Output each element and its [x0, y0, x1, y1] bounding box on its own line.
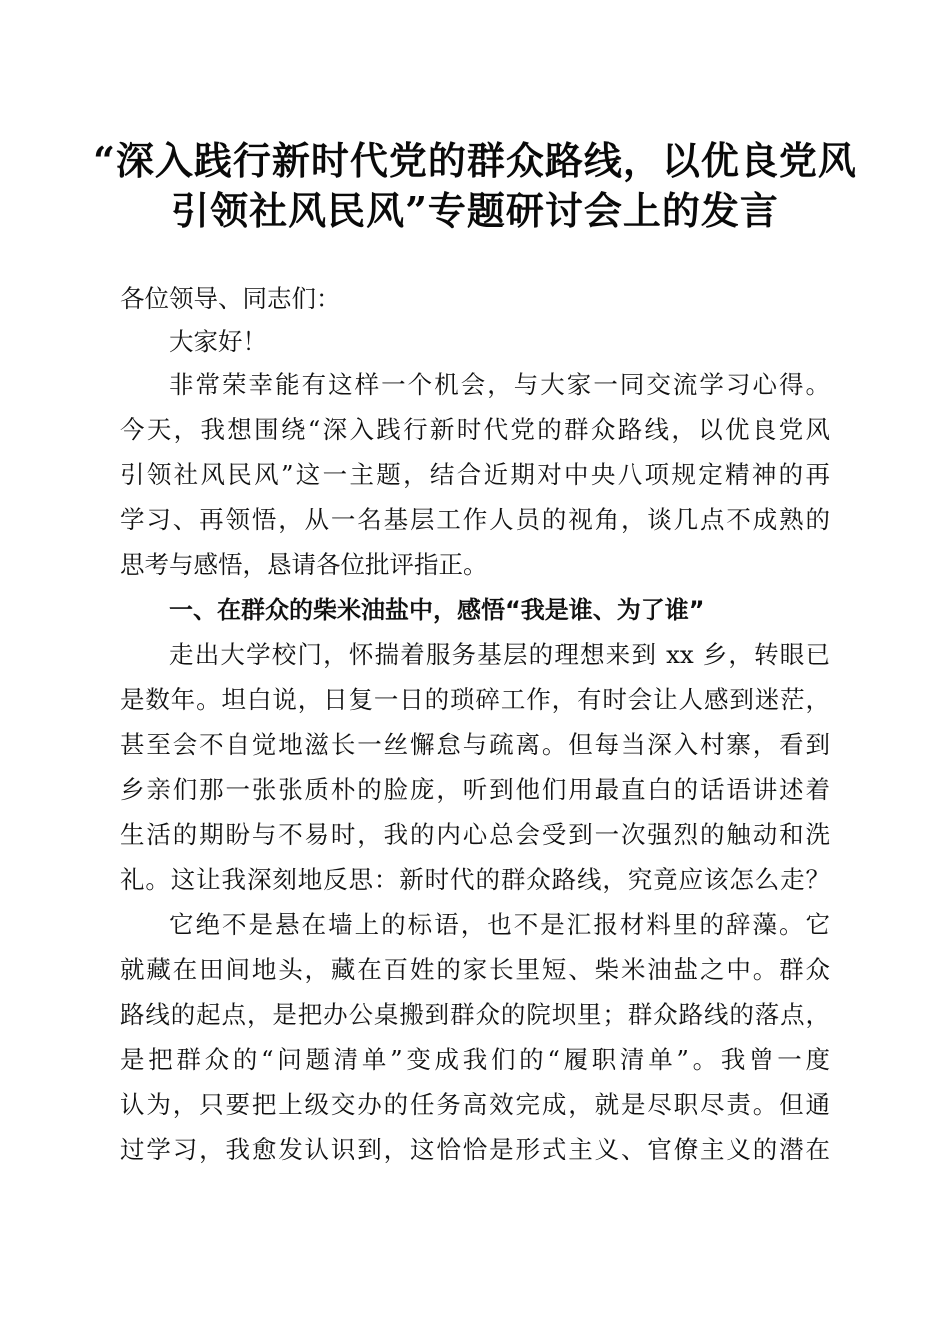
document-title-line-1: “深入践行新时代党的群众路线，以优良党风 — [93, 138, 857, 183]
paragraph-3-line-1: 它绝不是悬在墙上的标语，也不是汇报材料里的辞藻。它 — [169, 910, 830, 939]
paragraph-2-line-2: 是数年。坦白说，日复一日的琐碎工作，有时会让人感到迷茫， — [120, 685, 830, 714]
document-title-line-2: 引领社风民风”专题研讨会上的发言 — [171, 188, 779, 233]
paragraph-3-line-4: 是把群众的“问题清单”变成我们的“履职清单”。我曾一度 — [120, 1045, 830, 1074]
paragraph-1-line-1: 非常荣幸能有这样一个机会，与大家一同交流学习心得。 — [169, 370, 830, 399]
paragraph-1-line-3: 引领社风民风”这一主题，结合近期对中央八项规定精神的再 — [120, 460, 830, 489]
paragraph-1-line-4: 学习、再领悟，从一名基层工作人员的视角，谈几点不成熟的 — [120, 505, 830, 534]
paragraph-3-line-5: 认为，只要把上级交办的任务高效完成，就是尽职尽责。但通 — [120, 1090, 830, 1119]
paragraph-2-line-6: 礼。这让我深刻地反思：新时代的群众路线，究竟应该怎么走？ — [120, 865, 830, 894]
paragraph-2-line-4: 乡亲们那一张张质朴的脸庞，听到他们用最直白的话语讲述着 — [120, 775, 830, 804]
paragraph-2-line-5: 生活的期盼与不易时，我的内心总会受到一次强烈的触动和洗 — [120, 820, 830, 849]
greeting: 大家好！ — [169, 327, 267, 356]
paragraph-3-line-3: 路线的起点，是把办公桌搬到群众的院坝里；群众路线的落点， — [120, 1000, 830, 1029]
paragraph-2-line-1: 走出大学校门，怀揣着服务基层的理想来到 xx 乡，转眼已 — [169, 640, 830, 669]
salutation: 各位领导、同志们： — [120, 284, 341, 313]
paragraph-3-line-2: 就藏在田间地头，藏在百姓的家长里短、柴米油盐之中。群众 — [120, 955, 830, 984]
paragraph-1-line-5: 思考与感悟，恳请各位批评指正。 — [120, 550, 488, 579]
paragraph-3-line-6: 过学习，我愈发认识到，这恰恰是形式主义、官僚主义的潜在 — [120, 1135, 830, 1164]
paragraph-1-line-2: 今天，我想围绕“深入践行新时代党的群众路线，以优良党风 — [120, 415, 830, 444]
section-1-heading: 一、在群众的柴米油盐中，感悟“我是谁、为了谁” — [169, 596, 705, 624]
paragraph-2-line-3: 甚至会不自觉地滋长一丝懈怠与疏离。但每当深入村寨，看到 — [120, 730, 830, 759]
